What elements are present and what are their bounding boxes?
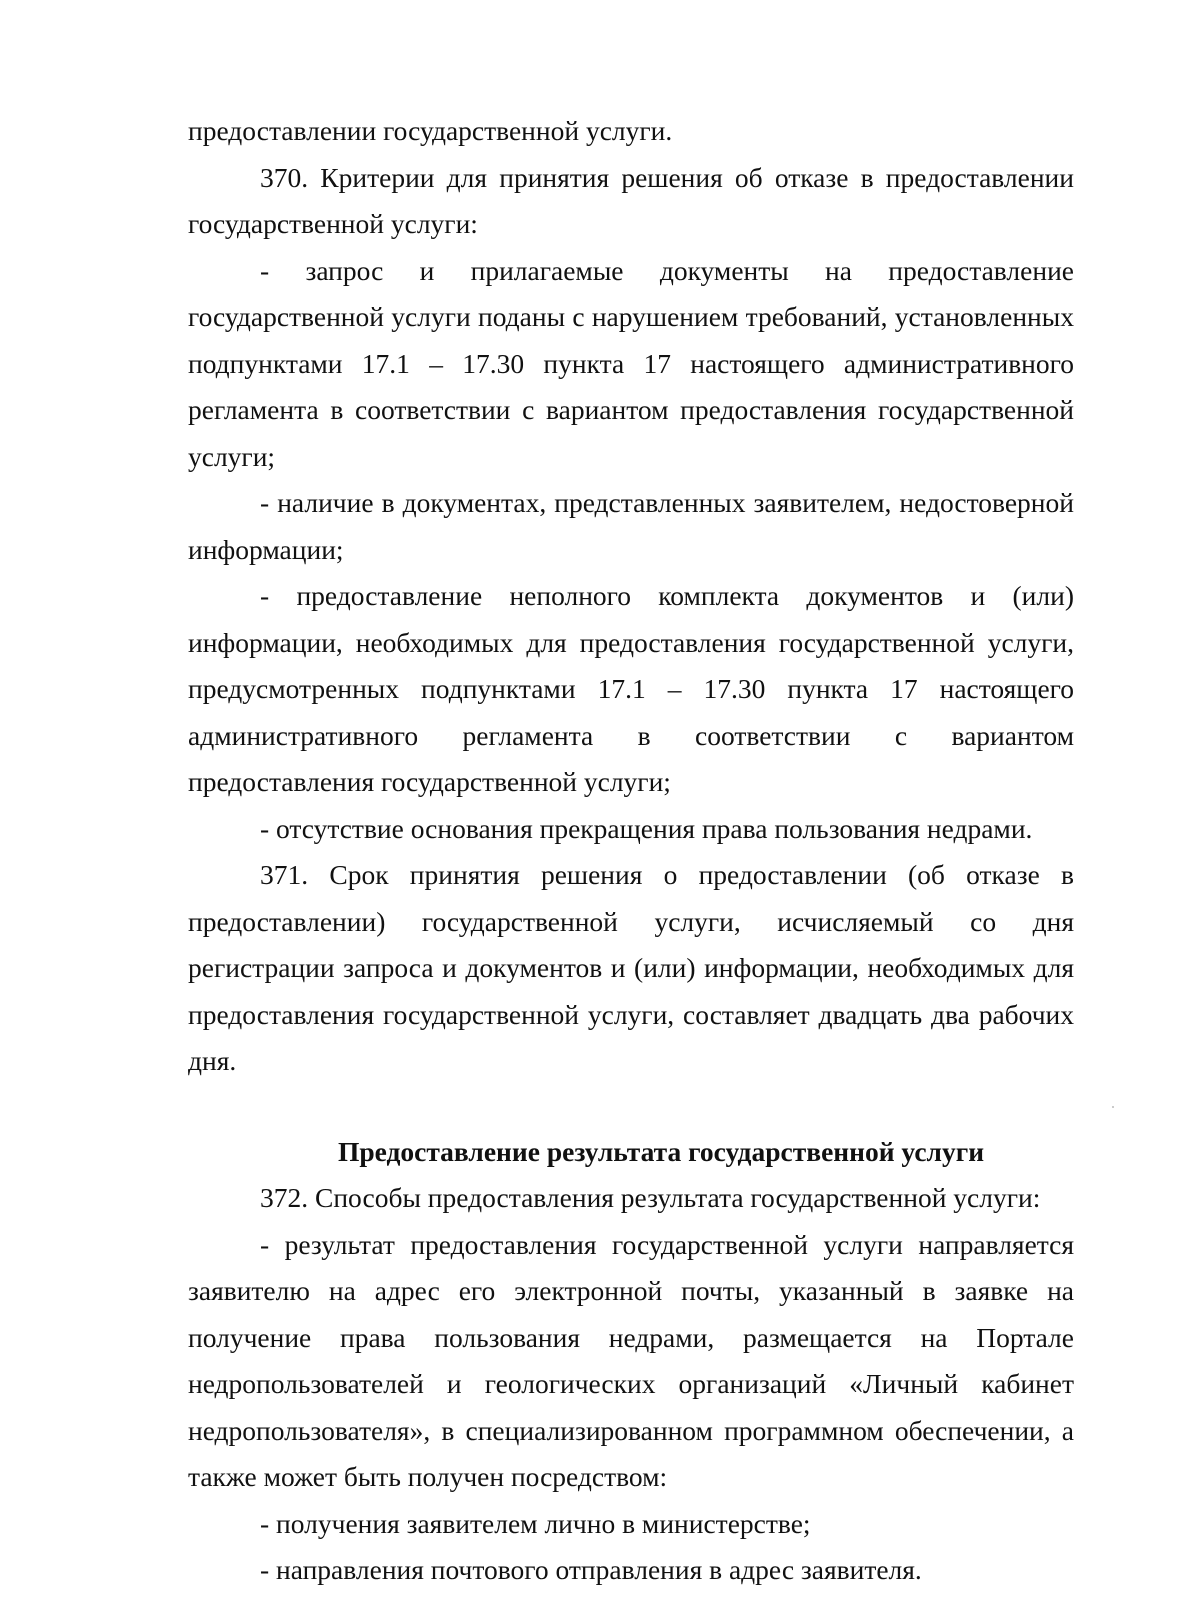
paragraph-371: 371. Срок принятия решения о предоставлении (об отказе в предоставлении) государственной услуги, исчисляемый со дня регистрации запроса и документов и (или) информации, необходимых для предоставления государственной услуги, составляет двадцать два рабочих дня. [188,859,1074,1076]
scan-artifact-dot [1112,1106,1114,1108]
paragraph-370: 370. Критерии для принятия решения об отказе в предоставлении государственной услуги: [188,161,1074,239]
list-item-request-violation: - запрос и прилагаемые документы на предоставление государственной услуги поданы с нарушением требований, установленных подпунктами 17.1 – 17.30 пункта 17 настоящего административного регламента в соответствии с вариантом предоставления государственной услуги; [188,254,1074,472]
document-body [188,108,1074,1594]
list-item-result-email: - результат предоставления государственной услуги направляется заявителю на адрес его электронной почты, указанный в заявке на получение права пользования недрами, размещается на Портале недропользователей и геологических организаций «Личный кабинет недропользователя», в специализированном программном обеспечении, а также может быть получен посредством: [188,1228,1074,1492]
paragraph-continuation: предоставлении государственной услуги. [188,115,673,146]
section-heading: Предоставление результата государственной услуги [337,1135,985,1167]
list-item-postal: - направления почтового отправления в адрес заявителя. [260,1554,922,1585]
list-item-no-grounds: - отсутствие основания прекращения права пользования недрами. [260,812,1033,844]
list-item-incomplete-set: - предоставление неполного комплекта документов и (или) информации, необходимых для предоставления государственной услуги, предусмотренных подпунктами 17.1 – 17.30 пункта 17 настоящего административного регламента в соответствии с вариантом предоставления государственной услуги; [188,580,1074,797]
paragraph-372: 372. Способы предоставления результата государственной услуги: [260,1182,1041,1213]
list-item-in-person: - получения заявителем лично в министерстве; [260,1507,811,1539]
list-item-unreliable-info: - наличие в документах, представленных заявителем, недостоверной информации; [188,487,1074,565]
